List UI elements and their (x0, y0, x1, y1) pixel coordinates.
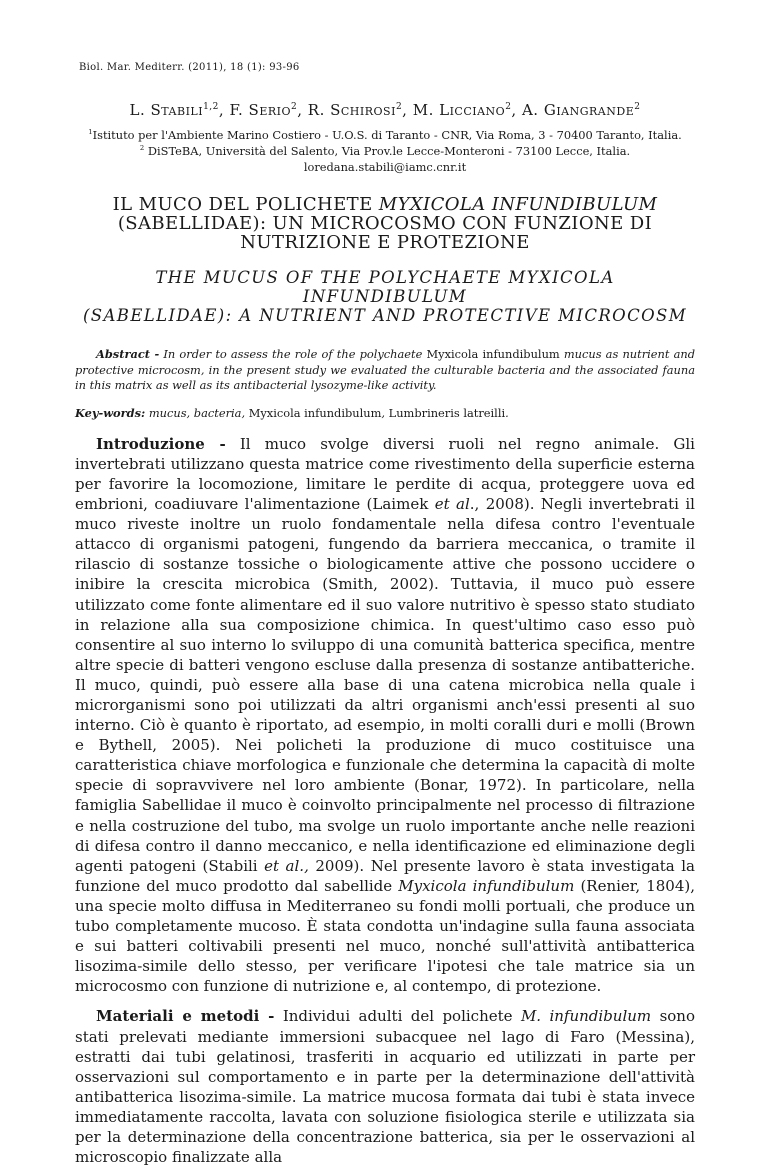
author-affiliation-marker: 2 (395, 102, 403, 112)
species-name: Myxicola infundibulum (426, 347, 560, 361)
species-name: M. infundibulum (520, 1007, 652, 1026)
author-affiliation-marker: 2 (291, 102, 298, 112)
methods-paragraph: Materiali e metodi - Individui adulti del polichete M. infundibulum sono stati prelevati mediante immersioni subacquee nel lago di Faro (Messina), estratti dai tubi gelatinosi, trasferiti in acquario ed utilizzati in parte per osservazioni sul comportamento e in parte per la determinazione dell'attività antibatterica lisozima-simile. La matrice mucosa formata dai tubi è stata invece immediatamente raccolta, lavata con soluzione fisiologica sterile e utilizzata sia per la determinazione della concentrazione batterica, sia per le osservazioni al microscopio finalizzate alla (75, 1007, 695, 1167)
author-name: L. Stabili (129, 101, 204, 119)
author-name: A. Giangrande (521, 101, 635, 119)
author-name: M. Licciano (412, 101, 506, 119)
author-name: R. Schirosi (307, 101, 396, 119)
affiliations (75, 127, 695, 175)
author-email: loredana.stabili@iamc.cnr.it (303, 160, 467, 174)
keywords: Key-words: mucus, bacteria, Myxicola infundibulum, Lumbrineris latreilli. (75, 405, 509, 420)
species-name: MYXICOLA INFUNDIBULUM (378, 194, 658, 215)
affiliation-1: $^1$Istituto per l'Ambiente Marino Costiero - U.O.S. di Taranto - CNR, Via Roma, 3 - 70400 Taranto, Italia. (88, 128, 682, 142)
author-name: F. Serio (229, 101, 291, 119)
keywords-label: Key-words: (75, 405, 146, 420)
species-name: Myxicola infundibulum (248, 405, 382, 420)
species-name: Lumbrineris latreilli (388, 405, 506, 420)
journal-citation: Biol. Mar. Mediterr. (2011), 18 (1): 93-96 (79, 62, 300, 73)
paper-title-english: THE MUCUS OF THE POLYCHAETE MYXICOLA INFUNDIBULUM (SABELLIDAE): A NUTRIENT AND PROTECTIVE MICROCOSM (82, 268, 688, 325)
author-affiliation-marker: 1,2 (203, 102, 219, 112)
author-affiliation-marker: 2 (505, 102, 512, 112)
species-name: Myxicola infundibulum (398, 876, 575, 895)
paper-title-italian: IL MUCO DEL POLICHETE MYXICOLA INFUNDIBULUM (SABELLIDAE): UN MICROCOSMO CON FUNZIONE DI NUTRIZIONE E PROTEZIONE (112, 194, 658, 253)
affiliation-2: $^2$ DiSTeBA, Università del Salento, Via Prov.le Lecce-Monteroni - 73100 Lecce, Italia. (139, 144, 631, 158)
author-list: L. Stabili$^{1,2}$, F. Serio$^2$, R. Schirosi$^2$, M. Licciano$^2$, A. Giangrande$^2$ (129, 101, 641, 119)
introduction-paragraph: Introduzione - Il muco svolge diversi ruoli nel regno animale. Gli invertebrati utilizzano questa matrice come rivestimento della superficie esterna per favorire la locomozione, limitare le perdite di acqua, proteggere uova ed embrioni, coadiuvare l'alimentazione (Laimek et al., 2008). Negli invertebrati il muco riveste inoltre un ruolo fondamentale nella difesa contro l'eventuale attacco di organismi patogeni, fungendo da barriera meccanica, o tramite il rilascio di sostanze tossiche o biologicamente attive che possono uccidere o inibire la crescita microbica (Smith, 2002). Tuttavia, il muco può essere utilizzato come fonte alimentare ed il suo valore nutritivo è spesso stato studiato in relazione alla sua composizione chimica. In quest'ultimo caso esso può consentire al suo interno lo sviluppo di una comunità batterica specifica, mentre altre specie di batteri vengono escluse dalla presenza di sostanze antibatteriche. Il muco, quindi, può essere alla base di una catena microbica nella quale i microrganismi sono poi utilizzati da altri organismi anch'essi presenti al suo interno. Ciò è quanto è riportato, ad esempio, in molti coralli duri e molli (Brown e Bythell, 2005). Nei policheti la produzione di muco costituisce una caratteristica chiave morfologica e funzionale che determina la capacità di molte specie di sopravvivere nel loro ambiente (Bonar, 1972). In particolare, nella famiglia Sabellidae il muco è coinvolto principalmente nel processo di filtrazione e nella costruzione del tubo, ma svolge un ruolo importante anche nelle reazioni di difesa contro il danno meccanico, e nella identificazione ed eliminazione degli agenti patogeni (Stabili et al., 2009). Nel presente lavoro è stata investigata la funzione del muco prodotto dal sabellide Myxicola infundibulum (Renier, 1804), una specie molto diffusa in Mediterraneo su fondi molli portuali, che produce un tubo completamente mucoso. È stata condotta un'indagine sulla fauna associata e sui batteri coltivabili presenti nel muco, nonché sull'attività antibatterica lisozima-simile dello stesso, per verificare l'ipotesi che tale matrice sia un microcosmo con funzione di nutrizione e, al contempo, di protezione. (75, 434, 695, 996)
abstract: Abstract - In order to assess the role of the polychaete Myxicola infundibulum mucus as nutrient and protective microcosm, in the present study we evaluated the culturable bacteria and the associated fauna in this matrix as well as its antibacterial lysozyme-like activity. (75, 347, 696, 393)
section-heading: Materiali e metodi - (96, 1007, 275, 1026)
author-affiliation-marker: 2 (634, 102, 641, 112)
abstract-label: Abstract - (96, 347, 160, 361)
section-heading: Introduzione - (96, 434, 226, 453)
